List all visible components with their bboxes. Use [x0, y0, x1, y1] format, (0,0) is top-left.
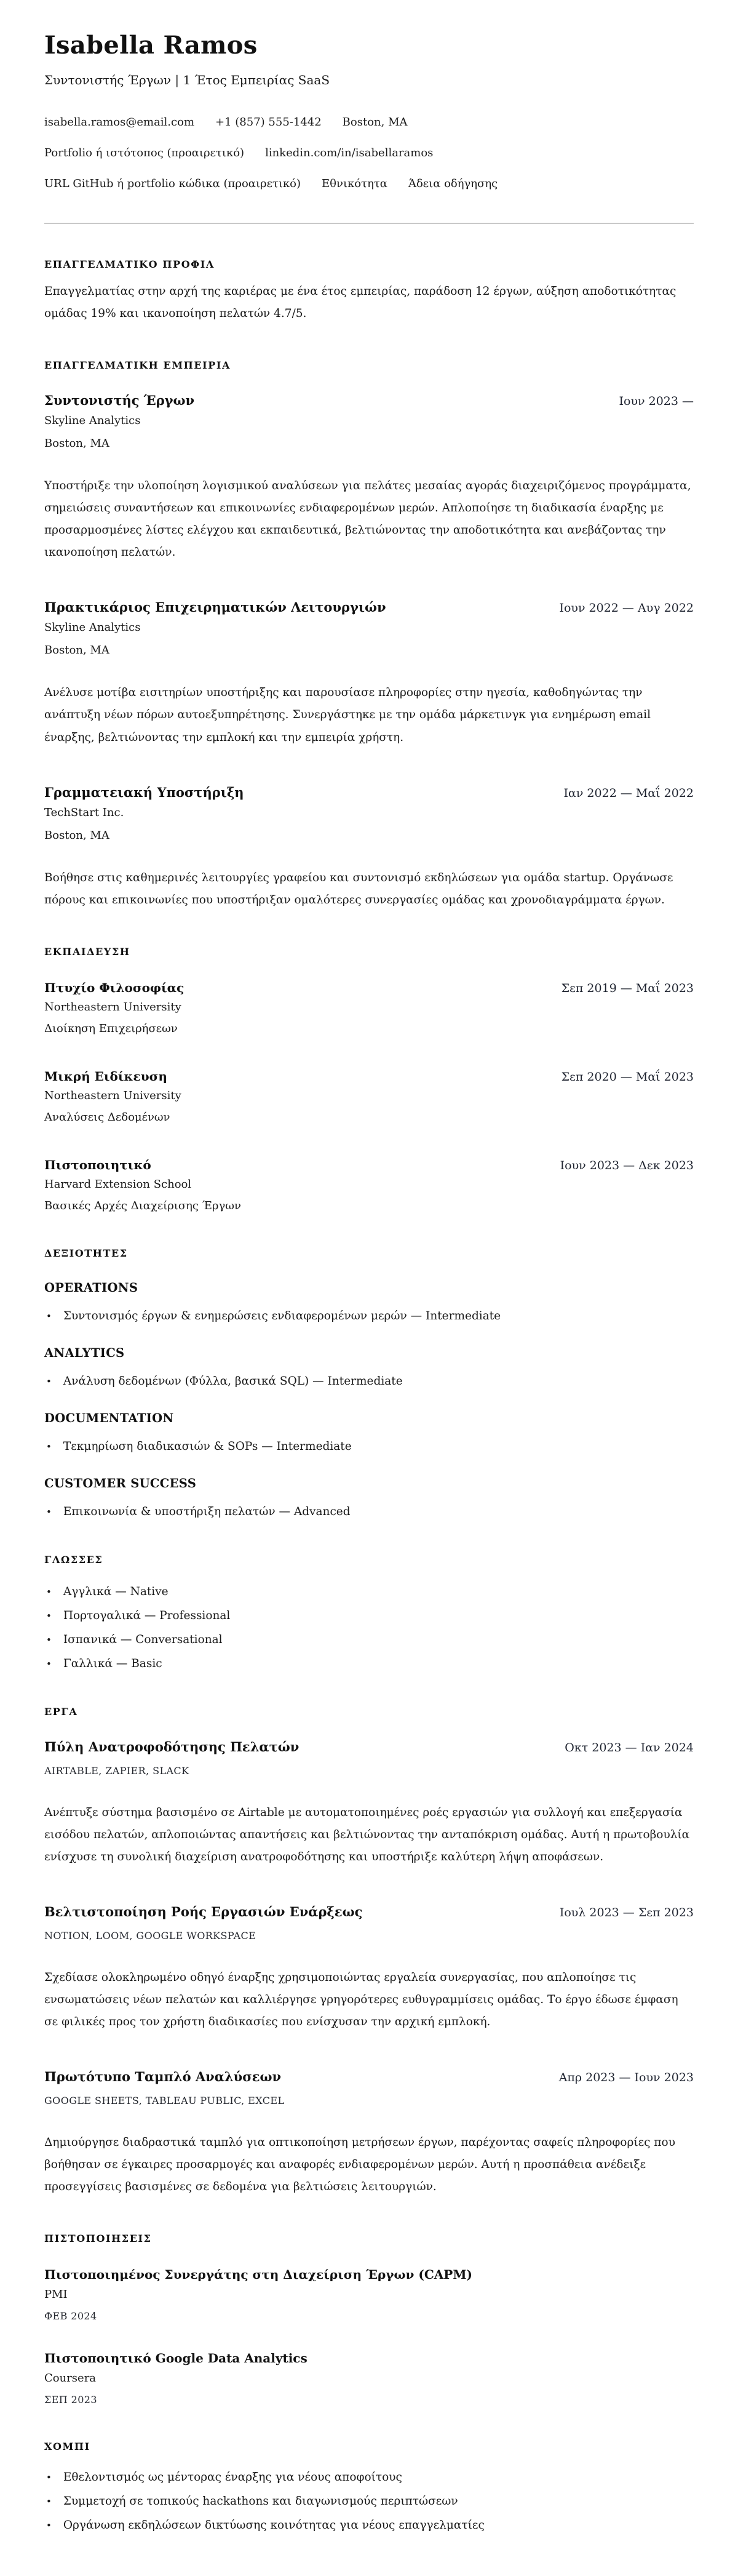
skill-item-text: Συντονισμός έργων & ενημερώσεις ενδιαφερομένων μερών — Intermediate — [63, 1309, 501, 1322]
project-tools: AIRTABLE, ZAPIER, SLACK — [44, 1764, 189, 1777]
job-entry — [44, 599, 694, 748]
section-hobbies — [44, 2441, 694, 2533]
job-title: Συντονιστής Έργων — [44, 393, 195, 409]
languages-heading: ΓΛΩΣΣΕΣ — [44, 1553, 103, 1566]
section-projects — [44, 1706, 694, 2199]
skill-category — [44, 1346, 694, 1389]
bullet-icon: • — [46, 1634, 52, 1646]
education-school: Northeastern University — [44, 1089, 181, 1102]
project-entry — [44, 2069, 694, 2198]
bullet-icon: • — [46, 2496, 52, 2508]
skills-heading: ΔΕΞΙΟΤΗΤΕΣ — [44, 1247, 128, 1259]
contact-row-web — [44, 146, 694, 160]
job-location: Boston, MA — [44, 437, 109, 450]
education-entry — [44, 980, 694, 1036]
contact-driving-license: Άδεια οδήγησης — [408, 177, 498, 190]
project-dates: Απρ 2023 — Ιουν 2023 — [558, 2071, 694, 2085]
bullet-icon: • — [46, 1610, 52, 1622]
profile-text: Επαγγελματίας στην αρχή της καριέρας με ένα έτος εμπειρίας, παράδοση 12 έργων, αύξηση αποδοτικότητας ομάδας 19% και ικανοποίηση πελατών 4.7/5. — [44, 285, 676, 321]
job-company: TechStart Inc. — [44, 806, 124, 819]
education-degree: Πιστοποιητικό — [44, 1157, 151, 1172]
section-languages — [44, 1554, 694, 1671]
education-field: Διοίκηση Επιχειρήσεων — [44, 1022, 178, 1035]
project-description: Δημιούργησε διαδραστικά ταμπλό για οπτικοποίηση μετρήσεων έργων, παρέχοντας σαφείς πληροφορίες που βοήθησαν σε έγκαιρες προσαρμογές και αναφορές ενδιαφερομένων μερών. Αυτή η προσπάθεια ανέδειξε προσεγγίσεις βασισμένες σε δεδομένα για βελτιώσεις λειτουργιών. — [44, 2136, 675, 2194]
education-heading: ΕΚΠΑΙΔΕΥΣΗ — [44, 945, 130, 958]
job-company: Skyline Analytics — [44, 414, 141, 428]
skill-category-name: ANALYTICS — [44, 1345, 125, 1360]
language-item — [44, 1633, 694, 1647]
certification-date: ΦΕΒ 2024 — [44, 2310, 97, 2322]
skill-item-text: Τεκμηρίωση διαδικασιών & SOPs — Intermediate — [63, 1439, 352, 1453]
project-description: Σχεδίασε ολοκληρωμένο οδηγό έναρξης χρησιμοποιώντας εργαλεία συνεργασίας, που απλοποίησε τις ενσωματώσεις νέων πελατών και καλλιέργησε γρηγορότερες ευθυγραμμίσεις ομάδας. Το έργο έδωσε έμφαση σε φιλικές προς τον χρήστη διαδικασίες που ενίσχυσαν την αρχική εμπλοκή. — [44, 1970, 678, 2028]
job-dates: Ιουν 2022 — Αυγ 2022 — [559, 601, 694, 615]
bullet-icon: • — [46, 2472, 52, 2484]
profile-heading: ΕΠΑΓΓΕΛΜΑΤΙΚΟ ΠΡΟΦΙΛ — [44, 258, 215, 270]
hobby-item-text: Οργάνωση εκδηλώσεων δικτύωσης κοινότητας για νέους επαγγελματίες — [63, 2519, 485, 2532]
education-dates: Σεπ 2020 — Μαΐ 2023 — [561, 1070, 694, 1084]
job-entry — [44, 393, 694, 564]
contact-email: isabella.ramos@email.com — [44, 116, 195, 129]
education-dates: Σεπ 2019 — Μαΐ 2023 — [561, 981, 694, 995]
certification-issuer: PMI — [44, 2288, 68, 2302]
project-dates: Ιουλ 2023 — Σεπ 2023 — [559, 1905, 694, 1919]
job-description: Βοήθησε στις καθημερινές λειτουργίες γραφείου και συντονισμό εκδηλώσεων για ομάδα startup. Οργάνωσε πόρους και επικοινωνίες που υποστήριξαν ομαλότερες συνεργασίες ομάδας και χρονοδιαγράμματα έργων. — [44, 871, 673, 906]
bullet-icon: • — [46, 1310, 52, 1322]
skill-item — [44, 1309, 694, 1324]
project-dates: Οκτ 2023 — Ιαν 2024 — [565, 1740, 694, 1754]
skill-item — [44, 1505, 694, 1519]
job-dates: Ιαν 2022 — Μαΐ 2022 — [563, 786, 694, 800]
project-title: Πύλη Ανατροφοδότησης Πελατών — [44, 1738, 300, 1754]
skill-item — [44, 1374, 694, 1389]
job-entry — [44, 785, 694, 911]
education-degree: Πτυχίο Φιλοσοφίας — [44, 980, 184, 995]
hobby-item-text: Εθελοντισμός ως μέντορας έναρξης για νέους αποφοίτους — [63, 2471, 402, 2484]
hobby-item — [44, 2470, 694, 2485]
candidate-tagline: Συντονιστής Έργων | 1 Έτος Εμπειρίας SaaS — [44, 73, 330, 87]
header-divider — [44, 223, 694, 224]
language-item-text: Πορτογαλικά — Professional — [63, 1609, 231, 1622]
bullet-icon: • — [46, 1375, 52, 1387]
job-title: Γραμματειακή Υποστήριξη — [44, 784, 244, 800]
certification-entry — [44, 2267, 694, 2322]
education-field: Βασικές Αρχές Διαχείρισης Έργων — [44, 1199, 241, 1212]
skill-category-name: OPERATIONS — [44, 1280, 138, 1295]
skill-item-text: Ανάλυση δεδομένων (Φύλλα, βασικά SQL) — Intermediate — [63, 1374, 403, 1388]
job-location: Boston, MA — [44, 828, 109, 842]
skill-item — [44, 1439, 694, 1454]
contact-portfolio: Portfolio ή ιστότοπος (προαιρετικό) — [44, 146, 245, 159]
contact-linkedin: linkedin.com/in/isabellaramos — [265, 146, 434, 159]
project-tools: NOTION, LOOM, GOOGLE WORKSPACE — [44, 1929, 256, 1942]
certification-date: ΣΕΠ 2023 — [44, 2394, 97, 2406]
education-school: Harvard Extension School — [44, 1177, 192, 1191]
job-description: Ανέλυσε μοτίβα εισιτηρίων υποστήριξης και παρουσίασε πληροφορίες στην ηγεσία, καθοδηγώντας την ανάπτυξη νέων πόρων αυτοεξυπηρέτησης. Συνεργάστηκε με την ομάδα μάρκετινγκ για ενημέρωση email έναρξης, βελτιώνοντας την εμπλοκή και την εμπειρία χρήστη. — [44, 686, 651, 744]
language-item-text: Ισπανικά — Conversational — [63, 1633, 223, 1646]
certifications-heading: ΠΙΣΤΟΠΟΙΗΣΕΙΣ — [44, 2233, 152, 2245]
education-field: Αναλύσεις Δεδομένων — [44, 1110, 170, 1124]
contact-row-extra — [44, 177, 694, 191]
hobby-item — [44, 2494, 694, 2509]
job-title: Πρακτικάριος Επιχειρηματικών Λειτουργιών — [44, 599, 386, 615]
language-item — [44, 1585, 694, 1599]
candidate-name: Isabella Ramos — [44, 31, 258, 60]
job-location: Boston, MA — [44, 644, 109, 657]
skill-category-name: DOCUMENTATION — [44, 1410, 174, 1425]
job-description: Υποστήριξε την υλοποίηση λογισμικού αναλύσεων για πελάτες μεσαίας αγοράς διαχειριζόμενος προγράμματα, σημειώσεις συναντήσεων και επικοινωνίες ενδιαφερομένων μερών. Απλοποίησε τη διαδικασία έναρξης με προσαρμοσμένες λίστες ελέγχου και εκπαιδευτικά, βελτιώνοντας την αποδοτικότητα και ανεβάζοντας την ικανοποίηση πελατών. — [44, 479, 691, 559]
skill-category — [44, 1476, 694, 1519]
project-title: Βελτιστοποίηση Ροής Εργασιών Ενάρξεως — [44, 1903, 363, 1919]
section-experience — [44, 359, 694, 911]
contact-phone: +1 (857) 555-1442 — [215, 116, 322, 129]
education-entry — [44, 1069, 694, 1124]
section-profile — [44, 258, 694, 325]
contact-location: Boston, MA — [342, 116, 408, 129]
certification-title: Πιστοποιητικό Google Data Analytics — [44, 2351, 308, 2366]
resume-header — [44, 30, 694, 224]
project-title: Πρωτότυπο Ταμπλό Αναλύσεων — [44, 2069, 282, 2085]
certification-issuer: Coursera — [44, 2372, 97, 2385]
hobby-item-text: Συμμετοχή σε τοπικούς hackathons και διαγωνισμούς περιπτώσεων — [63, 2495, 458, 2508]
education-degree: Μικρή Ειδίκευση — [44, 1068, 167, 1084]
certification-title: Πιστοποιημένος Συνεργάτης στη Διαχείριση Έργων (CAPM) — [44, 2267, 472, 2282]
hobby-item — [44, 2518, 694, 2533]
skill-category-name: CUSTOMER SUCCESS — [44, 1476, 197, 1490]
language-item-text: Αγγλικά — Native — [63, 1585, 169, 1598]
certification-entry — [44, 2351, 694, 2406]
project-entry — [44, 1739, 694, 1868]
bullet-icon: • — [46, 1586, 52, 1598]
project-tools: GOOGLE SHEETS, TABLEAU PUBLIC, EXCEL — [44, 2095, 285, 2107]
section-skills — [44, 1247, 694, 1519]
contact-github: URL GitHub ή portfolio κώδικα (προαιρετικό) — [44, 177, 301, 190]
bullet-icon: • — [46, 1441, 52, 1452]
projects-heading: ΕΡΓΑ — [44, 1705, 78, 1718]
contact-nationality: Εθνικότητα — [322, 177, 387, 190]
job-dates: Ιουν 2023 — — [619, 394, 694, 409]
education-dates: Ιουν 2023 — Δεκ 2023 — [560, 1158, 694, 1172]
bullet-icon: • — [46, 2520, 52, 2532]
education-school: Northeastern University — [44, 1000, 181, 1014]
bullet-icon: • — [46, 1658, 52, 1670]
language-item — [44, 1657, 694, 1671]
skill-item-text: Επικοινωνία & υποστήριξη πελατών — Advanced — [63, 1505, 351, 1518]
section-education — [44, 946, 694, 1213]
job-company: Skyline Analytics — [44, 621, 141, 634]
hobbies-heading: ΧΟΜΠΙ — [44, 2441, 90, 2453]
skill-category — [44, 1281, 694, 1324]
contact-row-primary — [44, 116, 694, 129]
section-certifications — [44, 2233, 694, 2406]
project-description: Ανέπτυξε σύστημα βασισμένο σε Airtable με αυτοματοποιημένες ροές εργασιών για συλλογή και επεξεργασία εισόδου πελατών, απλοποιώντας απαντήσεις και βελτιώνοντας την ανταπόκριση ομάδας. Αυτή η πρωτοβουλία ενίσχυσε τη συνολική διαχείριση ανατροφοδότησης και υποστήριξε καλύτερη λήψη αποφάσεων. — [44, 1806, 690, 1863]
language-item-text: Γαλλικά — Basic — [63, 1657, 162, 1670]
education-entry — [44, 1158, 694, 1213]
project-entry — [44, 1904, 694, 2033]
experience-heading: ΕΠΑΓΓΕΛΜΑΤΙΚΗ ΕΜΠΕΙΡΙΑ — [44, 359, 231, 372]
language-item — [44, 1609, 694, 1623]
skill-category — [44, 1411, 694, 1454]
bullet-icon: • — [46, 1506, 52, 1518]
